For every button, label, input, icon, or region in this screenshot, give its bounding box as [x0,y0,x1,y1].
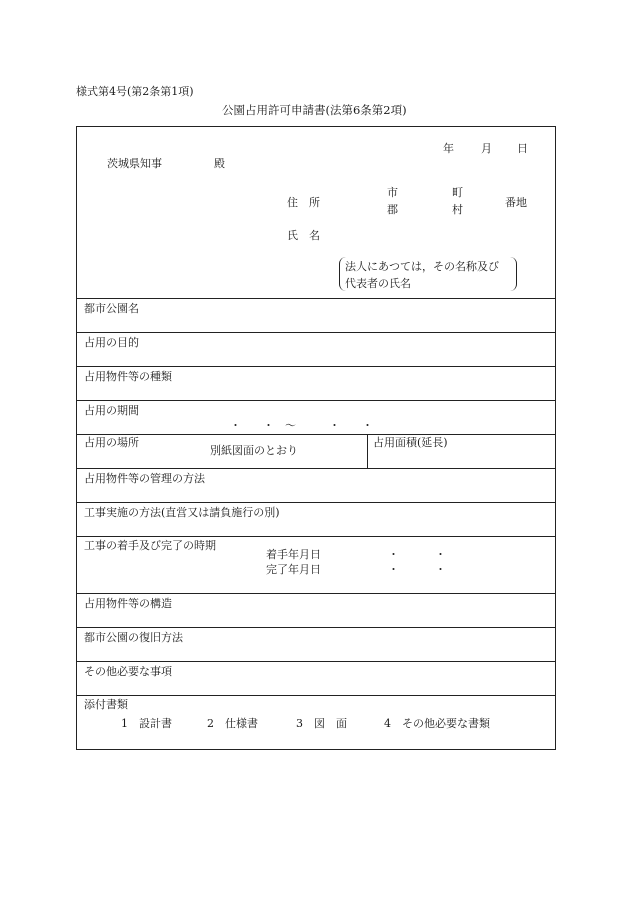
banchi-label: 番地 [505,196,527,209]
purpose-label: 占用の目的 [84,336,139,349]
management-label: 占用物件等の管理の方法 [84,472,205,485]
application-form-table [76,126,556,750]
object-type-label: 占用物件等の種類 [84,370,172,383]
form-title: 公園占用許可申請書(法第6条第2項) [222,103,407,117]
corporation-note-line2: 代表者の氏名 [345,277,411,290]
name-label: 氏 名 [287,229,320,242]
honorific: 殿 [214,157,225,170]
corporation-note-line1: 法人にあつては，その名称及び [345,260,499,273]
address-label: 住 所 [287,196,320,209]
restoration-label: 都市公園の復旧方法 [84,631,183,644]
schedule-label: 工事の着手及び完了の時期 [84,539,216,552]
start-date-dot: ・ [388,548,399,561]
divider [77,593,555,594]
location-label: 占用の場所 [84,436,139,449]
divider [77,298,555,299]
other-label: その他必要な事項 [84,665,172,678]
park-name-label: 都市公園名 [84,302,139,315]
date-year: 年 [443,142,454,155]
attachment-design: 1 設計書 [121,717,172,730]
location-value: 別紙図面のとおり [210,444,298,457]
form-number: 様式第4号(第2条第1項) [76,85,194,98]
end-date-dot: ・ [388,563,399,576]
attachment-other: 4 その他必要な書類 [384,717,490,730]
start-date-dot: ・ [435,548,446,561]
date-month: 月 [481,142,492,155]
area-label: 占用面積(延長) [373,436,448,449]
structure-label: 占用物件等の構造 [84,597,172,610]
attachment-drawing: 3 図 面 [296,717,347,730]
period-label: 占用の期間 [84,404,139,417]
attachments-label: 添付書類 [84,698,128,711]
divider [77,502,555,503]
divider [77,366,555,367]
divider [77,661,555,662]
attachment-spec: 2 仕様書 [207,717,258,730]
divider [77,536,555,537]
end-date-dot: ・ [435,563,446,576]
end-date-label: 完了年月日 [266,563,321,576]
divider [77,627,555,628]
addressee: 茨城県知事 [107,157,162,170]
town-label: 町 [452,186,463,199]
start-date-label: 着手年月日 [266,548,321,561]
city-label: 市 [387,186,398,199]
date-day: 日 [517,142,528,155]
construction-method-label: 工事実施の方法(直営又は請負施行の別) [84,506,280,519]
county-label: 郡 [387,203,398,216]
divider [77,332,555,333]
divider [77,468,555,469]
village-label: 村 [452,203,463,216]
period-date-format: ・ ・ ～ ・ ・ [230,419,373,432]
divider [77,695,555,696]
location-area-divider [367,434,368,468]
divider [77,434,555,435]
divider [77,400,555,401]
